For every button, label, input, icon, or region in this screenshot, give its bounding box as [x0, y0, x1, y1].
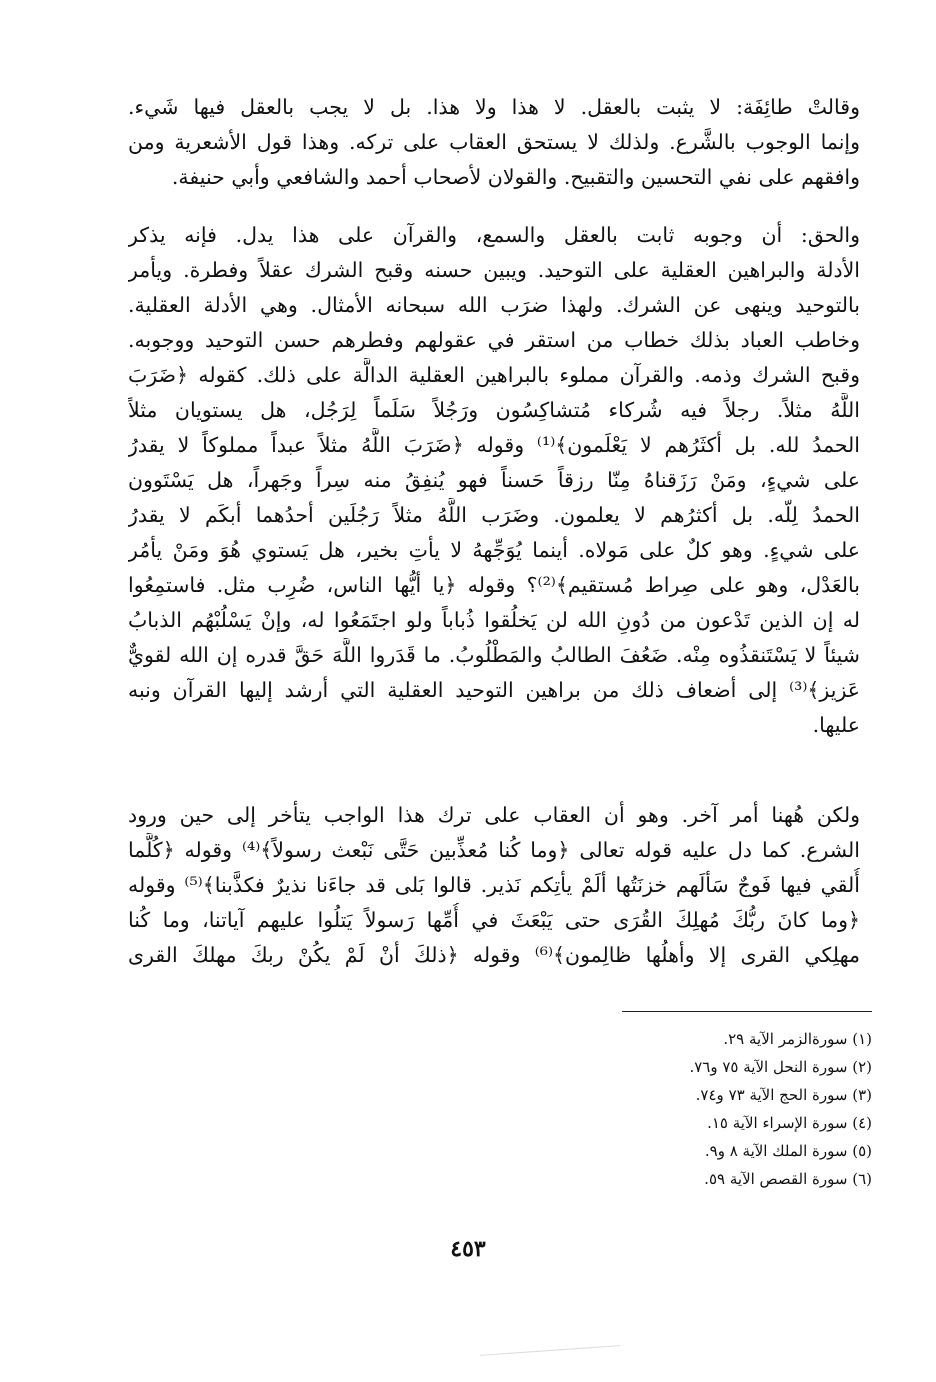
text-line: على شيءٍ. وهو كلٌ على مَولاه. أينما يُوَجِّههُ لا يأتِ بخير، هل يَستوي هُوَ ومَنْ يأمُر	[128, 538, 860, 562]
footnote-item: (١) سورةالزمر الآية ٢٩.	[723, 1030, 872, 1048]
footnotes	[572, 1025, 872, 1193]
footnote-item: (٢) سورة النحل الآية ٧٥ و٧٦.	[689, 1058, 872, 1076]
text-line: والحق: أن وجوبه ثابت بالعقل والسمع، والقرآن على هذا يدل. فإنه يذكر	[128, 223, 860, 247]
text-line: ولكن هُهنا أمر آخر. وهو أن العقاب على ترك هذا الواجب يتأخر إلى حين ورود	[128, 803, 860, 827]
paragraph-3	[128, 798, 860, 973]
paragraph-1	[128, 90, 860, 195]
text-line: شيئاً لا يَسْتَنقذُوه مِنْه. ضَعُفَ الطالبُ والمَطْلُوبُ. ما قَدَروا اللَّهَ حَقَّ قدره إن الله لقويٌّ	[128, 643, 860, 667]
paragraph-2	[128, 218, 860, 743]
text-line: الحمدُ لِلّه. بل أكثرُهم لا يعلمون. وضَرَب اللَّهُ مثلاً رَجُلَين أحدُهما أبكَم لا يقدرُ	[128, 503, 860, 527]
page-number: ٤٥٣	[450, 1236, 486, 1262]
footnote-item: (٣) سورة الحج الآية ٧٣ و٧٤.	[695, 1086, 872, 1104]
text-line: أُلقي فيها فَوجٌ سَألَهم خزنَتُها ألَمْ يأتِكم نَذير. قالوا بَلى قد جاءَنا نذيرٌ فكذَّبنا﴾⁽⁵⁾ وقوله	[128, 873, 860, 897]
text-line: الشرع. كما دل عليه قوله تعالى ﴿وما كُنا مُعذِّبين حَتَّى نَبْعث رسولاً﴾⁽⁴⁾ وقوله ﴿كُلَّما	[128, 838, 860, 862]
text-line: اللَّهُ مثلاً. رجلاً فيه شُركاء مُتشاكِسُون ورَجُلاً سَلَماً لِرَجُل، هل يستويان مثلاً	[128, 398, 860, 422]
footnote-item: (٤) سورة الإسراء الآية ١٥.	[707, 1114, 872, 1132]
text-line: وخاطب العباد بذلك خطاب من استقر في عقولهم وفطرهم حسن التوحيد ووجوبه.	[128, 328, 860, 352]
footnote-item: (٥) سورة الملك الآية ٨ و٩.	[704, 1142, 872, 1160]
text-line: وقالتْ طائِفَة: لا يثبت بالعقل. لا هذا ولا هذا. بل لا يجب بالعقل فيها شَيء.	[128, 95, 860, 119]
text-line: وقبح الشرك وذمه. والقرآن مملوء بالبراهين العقلية الدالَّة على ذلك. كقوله ﴿ضَرَبَ	[128, 363, 860, 387]
text-line: مهلِكي القرى إلا وأهلُها ظالِمون﴾⁽⁶⁾ وقوله ﴿ذلكَ أنْ لَمْ يكُنْ ربكَ مهلكَ القرى	[128, 943, 860, 967]
text-line: ﴿وما كانَ ربُّكَ مُهلِكَ القُرَى حتى يَبْعَثَ في أُمِّها رَسولاً يَتلُوا عليهم آياتنا، وما كُنا	[128, 908, 860, 932]
text-line: على شيءٍ، ومَنْ رَزَقناهُ مِنّا رزقاً حَسناً فهو يُنفِقُ منه سِراً وجَهراً، هل يَسْتَوون	[128, 468, 860, 492]
footnote-divider	[622, 1011, 872, 1012]
text-line: الأدلة والبراهين العقلية على التوحيد. ويبين حسنه وقبح الشرك عقلاً وفطرة. ويأمر	[128, 258, 860, 282]
text-line: بالعَدْل، وهو على صِراط مُستقيم﴾⁽²⁾؟ وقوله ﴿يا أيُّها الناس، ضُرِب مثل. فاستمِعُوا	[128, 573, 860, 597]
scan-artifact	[480, 1345, 620, 1356]
text-line: وافقهم على نفي التحسين والتقبيح. والقولان لأصحاب أحمد والشافعي وأبي حنيفة.	[171, 165, 860, 189]
text-line: له إن الذين تَدْعون من دُونِ الله لن يَخلُقوا ذُباباً ولو اجتَمَعُوا له، وإنْ يَسْلُبْهُم الذبابُ	[128, 608, 860, 632]
text-line: بالتوحيد وينهى عن الشرك. ولهذا ضرَب الله سبحانه الأمثال. وهي الأدلة العقلية.	[128, 293, 860, 317]
text-line: وإنما الوجوب بالشَّرع. ولذلك لا يستحق العقاب على تركه. وهذا قول الأشعرية ومن	[128, 130, 860, 154]
footnote-item: (٦) سورة القصص الآية ٥٩.	[704, 1170, 872, 1188]
text-line: عَزيز﴾⁽³⁾ إلى أضعاف ذلك من براهين التوحيد العقلية التي أرشد إليها القرآن ونبه	[128, 678, 860, 702]
text-line: عليها.	[812, 713, 860, 737]
text-line: الحمدُ لله. بل أكثَرُهم لا يَعْلَمون﴾⁽¹⁾ وقوله ﴿ضَرَبَ اللَّهُ مثلاً عبداً مملوكاً لا يقدرُ	[128, 433, 860, 457]
